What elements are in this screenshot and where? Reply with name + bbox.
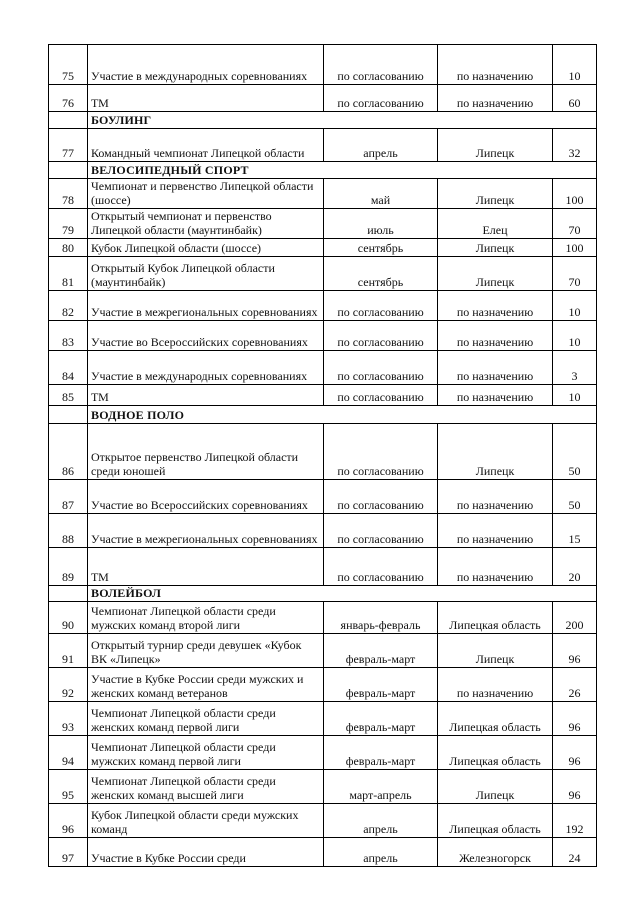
participants-count: 10 bbox=[553, 45, 597, 85]
event-location: Липецк bbox=[438, 179, 553, 209]
table-row bbox=[49, 351, 597, 385]
participants-count: 15 bbox=[553, 514, 597, 548]
section-number-cell bbox=[49, 162, 88, 179]
table-row bbox=[49, 85, 597, 112]
table-row bbox=[49, 770, 597, 804]
event-name: ТМ bbox=[88, 548, 324, 586]
event-location: Липецкая область bbox=[438, 804, 553, 838]
participants-count: 24 bbox=[553, 838, 597, 867]
row-number: 77 bbox=[49, 129, 88, 162]
participants-count: 26 bbox=[553, 668, 597, 702]
table-row bbox=[49, 129, 597, 162]
event-name: Чемпионат и первенство Липецкой области (шоссе) bbox=[88, 179, 324, 209]
table-row bbox=[49, 804, 597, 838]
event-name: ТМ bbox=[88, 85, 324, 112]
table-row bbox=[49, 702, 597, 736]
row-number: 96 bbox=[49, 804, 88, 838]
section-header-row bbox=[49, 112, 597, 129]
event-date: март-апрель bbox=[324, 770, 438, 804]
row-number: 81 bbox=[49, 257, 88, 291]
event-date: по согласованию bbox=[324, 514, 438, 548]
participants-count: 3 bbox=[553, 351, 597, 385]
section-header-row bbox=[49, 586, 597, 602]
event-location: по назначению bbox=[438, 45, 553, 85]
section-title: ВЕЛОСИПЕДНЫЙ СПОРТ bbox=[88, 162, 597, 179]
table-row bbox=[49, 45, 597, 85]
event-name: Открытый турнир среди девушек «Кубок ВК «Липецк» bbox=[88, 634, 324, 668]
event-location: по назначению bbox=[438, 351, 553, 385]
row-number: 91 bbox=[49, 634, 88, 668]
table-row bbox=[49, 385, 597, 406]
table-row bbox=[49, 548, 597, 586]
event-location: Липецк bbox=[438, 239, 553, 257]
event-name: Участие в международных соревнованиях bbox=[88, 351, 324, 385]
table-row bbox=[49, 424, 597, 480]
row-number: 94 bbox=[49, 736, 88, 770]
table-row bbox=[49, 209, 597, 239]
table-row bbox=[49, 634, 597, 668]
section-number-cell bbox=[49, 586, 88, 602]
event-date: по согласованию bbox=[324, 291, 438, 321]
row-number: 79 bbox=[49, 209, 88, 239]
event-date: по согласованию bbox=[324, 480, 438, 514]
event-date: по согласованию bbox=[324, 85, 438, 112]
table-row bbox=[49, 668, 597, 702]
table-row bbox=[49, 291, 597, 321]
section-title: ВОЛЕЙБОЛ bbox=[88, 586, 597, 602]
row-number: 82 bbox=[49, 291, 88, 321]
table-row bbox=[49, 736, 597, 770]
event-date: сентябрь bbox=[324, 257, 438, 291]
event-date: январь-февраль bbox=[324, 602, 438, 634]
event-date: февраль-март bbox=[324, 668, 438, 702]
event-location: Липецкая область bbox=[438, 602, 553, 634]
event-name: Участие в Кубке России среди bbox=[88, 838, 324, 867]
event-date: апрель bbox=[324, 129, 438, 162]
participants-count: 192 bbox=[553, 804, 597, 838]
event-location: Липецкая область bbox=[438, 736, 553, 770]
event-name: Чемпионат Липецкой области среди мужских команд второй лиги bbox=[88, 602, 324, 634]
row-number: 90 bbox=[49, 602, 88, 634]
table-row bbox=[49, 480, 597, 514]
event-location: по назначению bbox=[438, 321, 553, 351]
row-number: 76 bbox=[49, 85, 88, 112]
table-row bbox=[49, 179, 597, 209]
participants-count: 50 bbox=[553, 424, 597, 480]
participants-count: 96 bbox=[553, 702, 597, 736]
event-name: Участие в международных соревнованиях bbox=[88, 45, 324, 85]
event-date: по согласованию bbox=[324, 351, 438, 385]
events-table-body bbox=[49, 45, 597, 867]
participants-count: 50 bbox=[553, 480, 597, 514]
table-row bbox=[49, 838, 597, 867]
participants-count: 10 bbox=[553, 291, 597, 321]
participants-count: 96 bbox=[553, 634, 597, 668]
row-number: 93 bbox=[49, 702, 88, 736]
event-date: февраль-март bbox=[324, 736, 438, 770]
event-name: Чемпионат Липецкой области среди женских команд первой лиги bbox=[88, 702, 324, 736]
participants-count: 96 bbox=[553, 736, 597, 770]
table-row bbox=[49, 321, 597, 351]
event-name: Кубок Липецкой области (шоссе) bbox=[88, 239, 324, 257]
event-date: июль bbox=[324, 209, 438, 239]
event-location: по назначению bbox=[438, 480, 553, 514]
section-number-cell bbox=[49, 406, 88, 424]
event-date: май bbox=[324, 179, 438, 209]
row-number: 86 bbox=[49, 424, 88, 480]
participants-count: 70 bbox=[553, 257, 597, 291]
event-name: Участие во Всероссийских соревнованиях bbox=[88, 480, 324, 514]
event-name: Открытое первенство Липецкой области среди юношей bbox=[88, 424, 324, 480]
participants-count: 10 bbox=[553, 385, 597, 406]
event-name: Открытый чемпионат и первенство Липецкой области (маунтинбайк) bbox=[88, 209, 324, 239]
event-location: Липецк bbox=[438, 129, 553, 162]
event-name: Кубок Липецкой области среди мужских команд bbox=[88, 804, 324, 838]
event-name: ТМ bbox=[88, 385, 324, 406]
event-location: по назначению bbox=[438, 385, 553, 406]
table-row bbox=[49, 602, 597, 634]
row-number: 84 bbox=[49, 351, 88, 385]
event-location: Железногорск bbox=[438, 838, 553, 867]
event-name: Участие во Всероссийских соревнованиях bbox=[88, 321, 324, 351]
row-number: 78 bbox=[49, 179, 88, 209]
event-location: Елец bbox=[438, 209, 553, 239]
section-header-row bbox=[49, 162, 597, 179]
event-name: Участие в межрегиональных соревнованиях bbox=[88, 514, 324, 548]
event-date: по согласованию bbox=[324, 321, 438, 351]
event-date: апрель bbox=[324, 838, 438, 867]
participants-count: 32 bbox=[553, 129, 597, 162]
participants-count: 200 bbox=[553, 602, 597, 634]
section-header-row bbox=[49, 406, 597, 424]
row-number: 83 bbox=[49, 321, 88, 351]
event-location: по назначению bbox=[438, 85, 553, 112]
event-location: Липецкая область bbox=[438, 702, 553, 736]
event-date: по согласованию bbox=[324, 385, 438, 406]
row-number: 87 bbox=[49, 480, 88, 514]
event-location: Липецк bbox=[438, 257, 553, 291]
row-number: 80 bbox=[49, 239, 88, 257]
event-name: Открытый Кубок Липецкой области (маунтинбайк) bbox=[88, 257, 324, 291]
event-location: Липецк bbox=[438, 634, 553, 668]
table-row bbox=[49, 257, 597, 291]
event-location: по назначению bbox=[438, 548, 553, 586]
participants-count: 10 bbox=[553, 321, 597, 351]
event-location: по назначению bbox=[438, 291, 553, 321]
event-name: Чемпионат Липецкой области среди женских команд высшей лиги bbox=[88, 770, 324, 804]
event-name: Участие в Кубке России среди мужских и женских команд ветеранов bbox=[88, 668, 324, 702]
event-location: Липецк bbox=[438, 424, 553, 480]
participants-count: 20 bbox=[553, 548, 597, 586]
event-location: по назначению bbox=[438, 514, 553, 548]
row-number: 97 bbox=[49, 838, 88, 867]
row-number: 95 bbox=[49, 770, 88, 804]
event-date: апрель bbox=[324, 804, 438, 838]
event-location: по назначению bbox=[438, 668, 553, 702]
event-date: сентябрь bbox=[324, 239, 438, 257]
row-number: 89 bbox=[49, 548, 88, 586]
section-title: ВОДНОЕ ПОЛО bbox=[88, 406, 597, 424]
table-row bbox=[49, 514, 597, 548]
event-location: Липецк bbox=[438, 770, 553, 804]
event-date: февраль-март bbox=[324, 702, 438, 736]
table-row bbox=[49, 239, 597, 257]
row-number: 75 bbox=[49, 45, 88, 85]
events-schedule-table bbox=[48, 44, 597, 867]
section-title: БОУЛИНГ bbox=[88, 112, 597, 129]
participants-count: 100 bbox=[553, 239, 597, 257]
section-number-cell bbox=[49, 112, 88, 129]
event-name: Командный чемпионат Липецкой области bbox=[88, 129, 324, 162]
row-number: 85 bbox=[49, 385, 88, 406]
participants-count: 70 bbox=[553, 209, 597, 239]
row-number: 88 bbox=[49, 514, 88, 548]
event-date: по согласованию bbox=[324, 424, 438, 480]
event-date: по согласованию bbox=[324, 548, 438, 586]
event-date: февраль-март bbox=[324, 634, 438, 668]
participants-count: 60 bbox=[553, 85, 597, 112]
participants-count: 100 bbox=[553, 179, 597, 209]
participants-count: 96 bbox=[553, 770, 597, 804]
event-name: Участие в межрегиональных соревнованиях bbox=[88, 291, 324, 321]
row-number: 92 bbox=[49, 668, 88, 702]
event-date: по согласованию bbox=[324, 45, 438, 85]
event-name: Чемпионат Липецкой области среди мужских команд первой лиги bbox=[88, 736, 324, 770]
